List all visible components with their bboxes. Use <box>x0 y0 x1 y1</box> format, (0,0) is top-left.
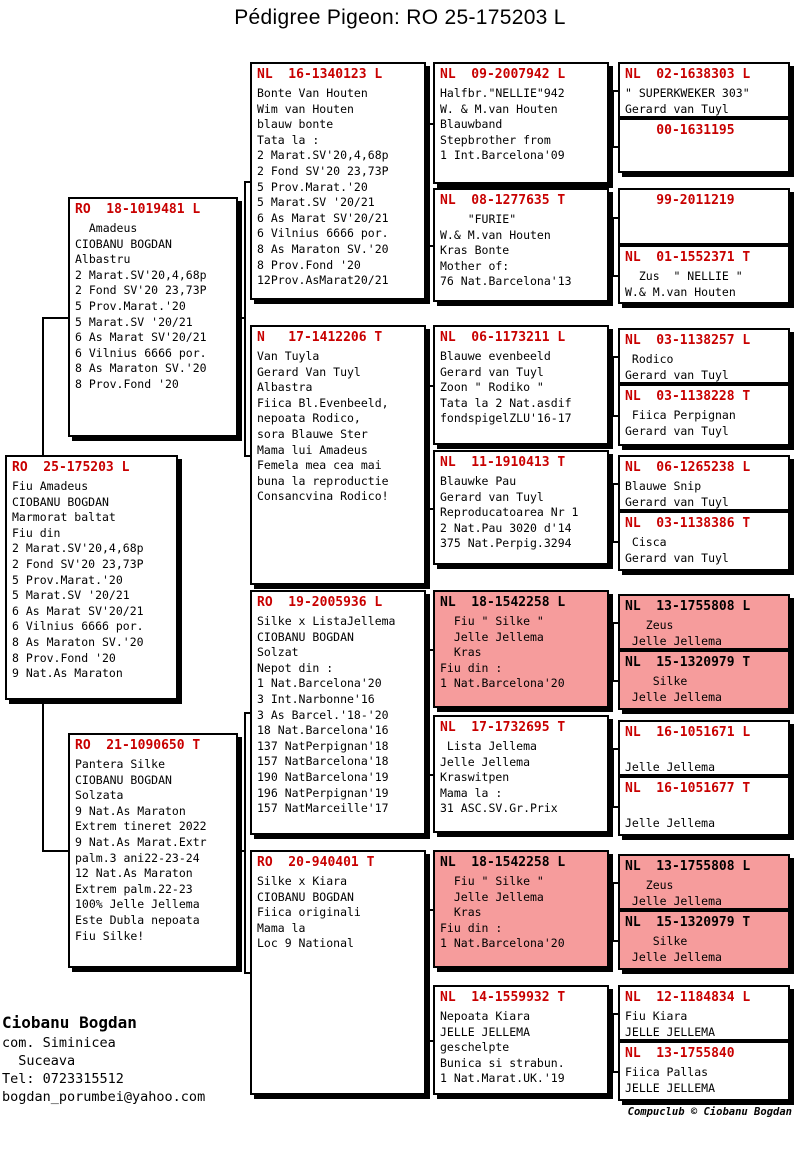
pedigree-text-line: Jelle Jellema <box>625 633 722 648</box>
pedigree-text-line: CIOBANU BOGDAN <box>75 772 172 787</box>
connector-line <box>244 712 246 974</box>
pedigree-text-line: Kraswitpen <box>440 770 510 785</box>
connector-line <box>44 850 68 852</box>
pedigree-text-line: Silke x Kiara <box>257 874 348 888</box>
connector-line <box>238 317 244 319</box>
ancestor-box-nl-16-1051671 <box>618 720 790 776</box>
ring-number: NL 03-1138228 T <box>625 389 751 404</box>
pedigree-text-line: 2 Marat.SV'20,4,68p <box>75 267 207 282</box>
connector-line <box>244 181 246 457</box>
connector-line <box>44 317 68 319</box>
pedigree-text-line: Reproducatoarea Nr 1 <box>440 505 579 520</box>
pedigree-text-line: Albastra <box>257 380 313 395</box>
pedigree-text-line: Zeus <box>625 878 674 892</box>
pedigree-text-line: 5 Prov.Marat.'20 <box>257 179 368 194</box>
subject-box-ro-25-175203 <box>5 455 178 700</box>
ancestor-box-nl-09-2007942 <box>433 62 609 184</box>
pedigree-text-line: 9 Nat.As Maraton <box>12 666 123 681</box>
pedigree-text-line: 375 Nat.Perpig.3294 <box>440 536 572 551</box>
page-title: Pédigree Pigeon: RO 25-175203 L <box>234 6 566 29</box>
pedigree-text-line: W.& M.van Houten <box>625 284 736 299</box>
pedigree-text-line: 1 Nat.Barcelona'20 <box>440 676 565 691</box>
pedigree-text-line: Fiu Silke! <box>75 928 145 943</box>
pedigree-text-line: 6 Vilnius 6666 por. <box>75 345 207 360</box>
pedigree-text-line: Bunica si strabun. <box>440 1055 565 1070</box>
pedigree-text-line: 8 As Maraton SV.'20 <box>12 634 144 649</box>
pedigree-text-line: 1 Nat.Barcelona'20 <box>257 676 382 691</box>
pedigree-text-line: Amadeus <box>75 221 138 235</box>
ring-number: NL 15-1320979 T <box>625 915 751 930</box>
pedigree-text-line: 8 Prov.Fond '20 <box>75 376 179 391</box>
pedigree-text-line: Blauwke Pau <box>440 474 517 488</box>
ancestor-box-nl-08-1277635 <box>433 188 609 302</box>
ring-number: NL 16-1051671 L <box>625 725 751 740</box>
pedigree-text-line: Fiu Amadeus <box>12 479 89 493</box>
pedigree-text-line: Kras <box>440 645 482 660</box>
pedigree-text-line: CIOBANU BOGDAN <box>257 629 354 644</box>
pedigree-text-line: Fiu din : <box>440 920 503 935</box>
ring-number: NL 18-1542258 L <box>440 855 566 870</box>
pedigree-text-line: Fiu " Silke " <box>440 874 544 888</box>
pedigree-text-line: Zoon " Rodiko " <box>440 380 544 395</box>
ring-number: RO 20-940401 T <box>257 855 375 870</box>
pedigree-text-line: Gerard van Tuyl <box>625 423 729 438</box>
breeder-phone: Tel: 0723315512 <box>2 1071 124 1087</box>
ring-number: NL 03-1138257 L <box>625 333 751 348</box>
pedigree-text-line: Gerard van Tuyl <box>440 489 544 504</box>
connector-line <box>428 385 430 510</box>
ring-number: NL 11-1910413 T <box>440 455 566 470</box>
pedigree-text-line: buna la reproductie <box>257 473 389 488</box>
connector-line <box>428 123 430 247</box>
pedigree-text-line: Mama la <box>257 920 306 935</box>
pedigree-text-line: Fiica originali <box>257 905 361 920</box>
breeder-address-line: Suceava <box>2 1053 76 1069</box>
pedigree-text-line: Fiica Pallas <box>625 1065 709 1079</box>
pedigree-text-line: Gerard van Tuyl <box>625 101 729 116</box>
pedigree-text-line: 5 Prov.Marat.'20 <box>12 572 123 587</box>
pedigree-text-line: Mother of: <box>440 258 510 273</box>
ring-number: NL 13-1755808 L <box>625 859 751 874</box>
connector-line <box>609 1040 613 1042</box>
ring-number: NL 16-1051677 T <box>625 781 751 796</box>
pedigree-text-line: nepoata Rodico, <box>257 411 361 426</box>
pedigree-text-line: 1 Int.Barcelona'09 <box>440 148 565 163</box>
pedigree-text-line: CIOBANU BOGDAN <box>75 236 172 251</box>
pedigree-text-line: Jelle Jellema <box>440 629 544 644</box>
ring-number: NL 01-1552371 T <box>625 250 751 265</box>
ring-number: NL 09-2007942 L <box>440 67 566 82</box>
ancestor-box-nl-06-1265238 <box>618 455 790 511</box>
breeder-contact-block <box>2 1012 205 1106</box>
pedigree-text-line: 137 NatPerpignan'18 <box>257 738 389 753</box>
pedigree-text-line: Consancvina Rodico! <box>257 489 389 504</box>
sire-box-ro-18-1019481 <box>68 197 238 437</box>
connector-line <box>612 217 614 277</box>
pedigree-text-line: geschelpte <box>440 1040 510 1055</box>
pedigree-text-line: 31 ASC.SV.Gr.Prix <box>440 801 558 816</box>
pedigree-text-line: Silke <box>625 674 688 688</box>
pedigree-text-line: 8 As Maraton SV.'20 <box>257 241 389 256</box>
pedigree-text-line: Fiu din : <box>440 660 503 675</box>
pedigree-text-line: Blauwband <box>440 117 503 132</box>
pedigree-text-line: W. & M.van Houten <box>440 101 558 116</box>
pedigree-text-line: 12 Nat.As Maraton <box>75 866 193 881</box>
ancestor-box-nl-02-1638303 <box>618 62 790 118</box>
ring-number: N 17-1412206 T <box>257 330 383 345</box>
pedigree-text-line <box>625 800 785 816</box>
connector-line <box>612 1013 614 1073</box>
pedigree-text-line: sora Blauwe Ster <box>257 426 368 441</box>
pedigree-text-line: Wim van Houten <box>257 101 354 116</box>
pedigree-text-line: 2 Fond SV'20 23,73P <box>75 283 207 298</box>
ring-number: 00-1631195 <box>625 123 735 138</box>
pedigree-text-line: 6 Vilnius 6666 por. <box>257 226 389 241</box>
pedigree-text-line: Albastru <box>75 252 131 267</box>
ring-number: NL 17-1732695 T <box>440 720 566 735</box>
pedigree-text-line: Loc 9 National <box>257 936 354 951</box>
pedigree-text-line: Extrem palm.22-23 <box>75 881 193 896</box>
pedigree-text-line: Cisca <box>625 535 667 549</box>
pedigree-text-line: 5 Marat.SV '20/21 <box>12 588 130 603</box>
ancestor-box-nl-03-1138228 <box>618 384 790 446</box>
pedigree-text-line: 8 Prov.Fond '20 <box>257 257 361 272</box>
pedigree-text-line: Nepot din : <box>257 660 334 675</box>
connector-line <box>612 483 614 543</box>
ancestor-box-nl-13-1755808-bottom <box>618 854 790 910</box>
pedigree-text-line: Solzat <box>257 645 299 660</box>
pedigree-text-line: 2 Fond SV'20 23,73P <box>12 556 144 571</box>
ring-number: RO 18-1019481 L <box>75 202 201 217</box>
pedigree-text-line: 6 Vilnius 6666 por. <box>12 619 144 634</box>
connector-line <box>612 748 614 808</box>
ancestor-box-nl-14-1559932 <box>433 985 609 1095</box>
pedigree-text-line: Gerard van Tuyl <box>625 367 729 382</box>
ring-number: RO 25-175203 L <box>12 460 130 475</box>
pedigree-text-line: 157 NatBarcelona'18 <box>257 754 389 769</box>
pedigree-text-line: 2 Marat.SV'20,4,68p <box>257 148 389 163</box>
ancestor-box-nl-11-1910413 <box>433 450 609 565</box>
connector-line <box>238 850 244 852</box>
pedigree-text-line: CIOBANU BOGDAN <box>12 494 109 509</box>
pedigree-text-line: Blauwe Snip <box>625 479 702 493</box>
pedigree-text-line: Jelle Jellema <box>625 893 722 908</box>
pedigree-text-line: Silke <box>625 934 688 948</box>
ring-number: 99-2011219 <box>625 193 735 208</box>
pedigree-text-line: Halfbr."NELLIE"942 <box>440 86 565 100</box>
ring-number: NL 06-1265238 L <box>625 460 751 475</box>
pedigree-text-line: Fiu Kiara <box>625 1009 688 1023</box>
pedigree-text-line: 196 NatPerpignan'19 <box>257 785 389 800</box>
ancestor-box-nl-18-1542258-top <box>433 590 609 708</box>
pedigree-text-line: 9 Nat.As Marat.Extr <box>75 834 207 849</box>
pedigree-text-line: " SUPERKWEKER 303" <box>625 86 750 100</box>
pedigree-text-line: 100% Jelle Jellema <box>75 897 200 912</box>
pedigree-text-line: Gerard Van Tuyl <box>257 364 361 379</box>
pedigree-text-line: Gerard van Tuyl <box>625 550 729 565</box>
pedigree-text-line: 1 Nat.Barcelona'20 <box>440 936 565 951</box>
ring-number: NL 03-1138386 T <box>625 516 751 531</box>
ring-number: NL 06-1173211 L <box>440 330 566 345</box>
pedigree-text-line: Zeus <box>625 618 674 632</box>
breeder-email: bogdan_porumbei@yahoo.com <box>2 1089 206 1105</box>
pedigree-text-line: 12Prov.AsMarat20/21 <box>257 273 389 288</box>
pedigree-text-line: Mama lui Amadeus <box>257 442 368 457</box>
pedigree-text-line: 8 Prov.Fond '20 <box>12 650 116 665</box>
pedigree-text-line: Jelle Jellema <box>440 889 544 904</box>
connector-line <box>609 123 613 125</box>
ring-number: NL 12-1184834 L <box>625 990 751 1005</box>
pedigree-text-line: Jelle Jellema <box>625 759 716 774</box>
pedigree-text-line: Jelle Jellema <box>625 815 716 830</box>
pedigree-text-line: Mama la : <box>440 785 503 800</box>
pedigree-text-line: Tata la 2 Nat.asdif <box>440 395 572 410</box>
pedigree-text-line: Pantera Silke <box>75 757 166 771</box>
ring-number: NL 14-1559932 T <box>440 990 566 1005</box>
ring-number: RO 21-1090650 T <box>75 738 201 753</box>
pedigree-text-line: Femela mea cea mai <box>257 458 382 473</box>
pedigree-text-line: 18 Nat.Barcelona'16 <box>257 723 389 738</box>
ancestor-box-nl-03-1138386 <box>618 511 790 571</box>
connector-line <box>609 774 613 776</box>
pedigree-text-line: 8 As Maraton SV.'20 <box>75 361 207 376</box>
pedigree-text-line: Zus " NELLIE " <box>625 269 743 283</box>
pedigree-text-line: Gerard van Tuyl <box>440 364 544 379</box>
ancestor-box-nl-15-1320979-top <box>618 650 790 710</box>
compuclub-copyright: Compuclub © Ciobanu Bogdan <box>627 1106 792 1118</box>
pedigree-text-line: Fiu " Silke " <box>440 614 544 628</box>
pedigree-text-line: Nepoata Kiara <box>440 1009 531 1023</box>
pedigree-text-line: palm.3 ani22-23-24 <box>75 850 200 865</box>
ancestor-box-nl-01-1552371 <box>618 245 790 304</box>
breeder-name: Ciobanu Bogdan <box>2 1013 137 1032</box>
pedigree-text-line: 9 Nat.As Maraton <box>75 803 186 818</box>
ancestor-box-ro-19-2005936 <box>250 590 426 835</box>
pedigree-text-line: 2 Marat.SV'20,4,68p <box>12 541 144 556</box>
pedigree-text-line: "FURIE" <box>440 212 517 226</box>
pedigree-text-line: Blauwe evenbeeld <box>440 349 551 363</box>
pedigree-text-line: Fiica Bl.Evenbeeld, <box>257 395 389 410</box>
ancestor-box-n-17-1412206 <box>250 325 426 585</box>
pedigree-text-line: Tata la : <box>257 132 320 147</box>
pedigree-text-line: 5 Marat.SV '20/21 <box>257 195 375 210</box>
pedigree-text-line: Silke x ListaJellema <box>257 614 396 628</box>
pedigree-text-line: 76 Nat.Barcelona'13 <box>440 274 572 289</box>
ring-number: NL 16-1340123 L <box>257 67 383 82</box>
pedigree-text-line: 3 Int.Narbonne'16 <box>257 691 375 706</box>
connector-line <box>609 649 613 651</box>
ancestor-box-nl-13-1755840 <box>618 1041 790 1101</box>
connector-line <box>609 245 613 247</box>
pedigree-text-line: Jelle Jellema <box>625 689 722 704</box>
pedigree-text-line: fondspigelZLU'16-17 <box>440 411 572 426</box>
pedigree-text-line: CIOBANU BOGDAN <box>257 889 354 904</box>
connector-line <box>612 882 614 942</box>
pedigree-text-line: 2 Nat.Pau 3020 d'14 <box>440 520 572 535</box>
ring-number: NL 13-1755840 <box>625 1046 735 1061</box>
ancestor-box-ro-20-940401 <box>250 850 426 1095</box>
pedigree-text-line: Van Tuyla <box>257 349 320 363</box>
ring-number: RO 19-2005936 L <box>257 595 383 610</box>
pedigree-text-line: Bonte Van Houten <box>257 86 368 100</box>
pedigree-text-line: Jelle Jellema <box>440 754 531 769</box>
pedigree-text-line: Marmorat baltat <box>12 510 116 525</box>
pedigree-text-line: JELLE JELLEMA <box>625 1024 716 1039</box>
ancestor-box-99-2011219 <box>618 188 790 245</box>
pedigree-text-line: Extrem tineret 2022 <box>75 819 207 834</box>
pedigree-text-line: 6 As Marat SV'20/21 <box>257 210 389 225</box>
pedigree-text-line: Fiu din <box>12 525 61 540</box>
pedigree-text-line: Kras <box>440 905 482 920</box>
dam-box-ro-21-1090650 <box>68 733 238 968</box>
pedigree-text-line: Stepbrother from <box>440 132 551 147</box>
pedigree-text-line: JELLE JELLEMA <box>625 1080 716 1095</box>
pedigree-text-line: Jelle Jellema <box>625 949 722 964</box>
connector-line <box>609 385 613 387</box>
pedigree-text-line: 5 Prov.Marat.'20 <box>75 298 186 313</box>
connector-line <box>612 90 614 148</box>
connector-line <box>609 909 613 911</box>
pedigree-text-line: W.& M.van Houten <box>440 227 551 242</box>
ancestor-box-nl-12-1184834 <box>618 985 790 1041</box>
pedigree-text-line <box>625 744 785 760</box>
connector-line <box>428 909 430 1042</box>
ring-number: NL 18-1542258 L <box>440 595 566 610</box>
pedigree-text-line: Rodico <box>625 352 674 366</box>
ring-number: NL 02-1638303 L <box>625 67 751 82</box>
ring-number: NL 15-1320979 T <box>625 655 751 670</box>
pedigree-text-line: Este Dubla nepoata <box>75 912 200 927</box>
ring-number: NL 13-1755808 L <box>625 599 751 614</box>
ring-number: NL 08-1277635 T <box>440 193 566 208</box>
pedigree-text-line: 5 Marat.SV '20/21 <box>75 314 193 329</box>
ancestor-box-nl-06-1173211 <box>433 325 609 445</box>
pedigree-text-line: Fiica Perpignan <box>625 408 736 422</box>
ancestor-box-nl-13-1755808-top <box>618 594 790 650</box>
pedigree-text-line: 190 NatBarcelona'19 <box>257 769 389 784</box>
pedigree-text-line: 6 As Marat SV'20/21 <box>75 330 207 345</box>
pedigree-text-line: Gerard van Tuyl <box>625 494 729 509</box>
ancestor-box-nl-16-1340123 <box>250 62 426 300</box>
connector-line <box>609 508 613 510</box>
ancestor-box-nl-15-1320979-bottom <box>618 910 790 970</box>
pedigree-text-line: 2 Fond SV'20 23,73P <box>257 163 389 178</box>
pedigree-text-line: 3 As Barcel.'18-'20 <box>257 707 389 722</box>
pedigree-text-line: blauw bonte <box>257 117 334 132</box>
ancestor-box-00-1631195 <box>618 118 790 173</box>
pedigree-text-line: Solzata <box>75 788 124 803</box>
ancestor-box-nl-03-1138257 <box>618 328 790 384</box>
breeder-address-line: com. Siminicea <box>2 1035 116 1051</box>
pedigree-text-line: JELLE JELLEMA <box>440 1024 531 1039</box>
pedigree-text-line: Lista Jellema <box>440 739 537 753</box>
pedigree-text-line: 6 As Marat SV'20/21 <box>12 603 144 618</box>
ancestor-box-nl-18-1542258-bottom <box>433 850 609 968</box>
connector-line <box>612 622 614 682</box>
pedigree-text-line: 157 NatMarceille'17 <box>257 801 389 816</box>
ancestor-box-nl-17-1732695 <box>433 715 609 833</box>
pedigree-text-line: 1 Nat.Marat.UK.'19 <box>440 1071 565 1086</box>
ancestor-box-nl-16-1051677 <box>618 776 790 836</box>
pedigree-text-line: Kras Bonte <box>440 243 510 258</box>
